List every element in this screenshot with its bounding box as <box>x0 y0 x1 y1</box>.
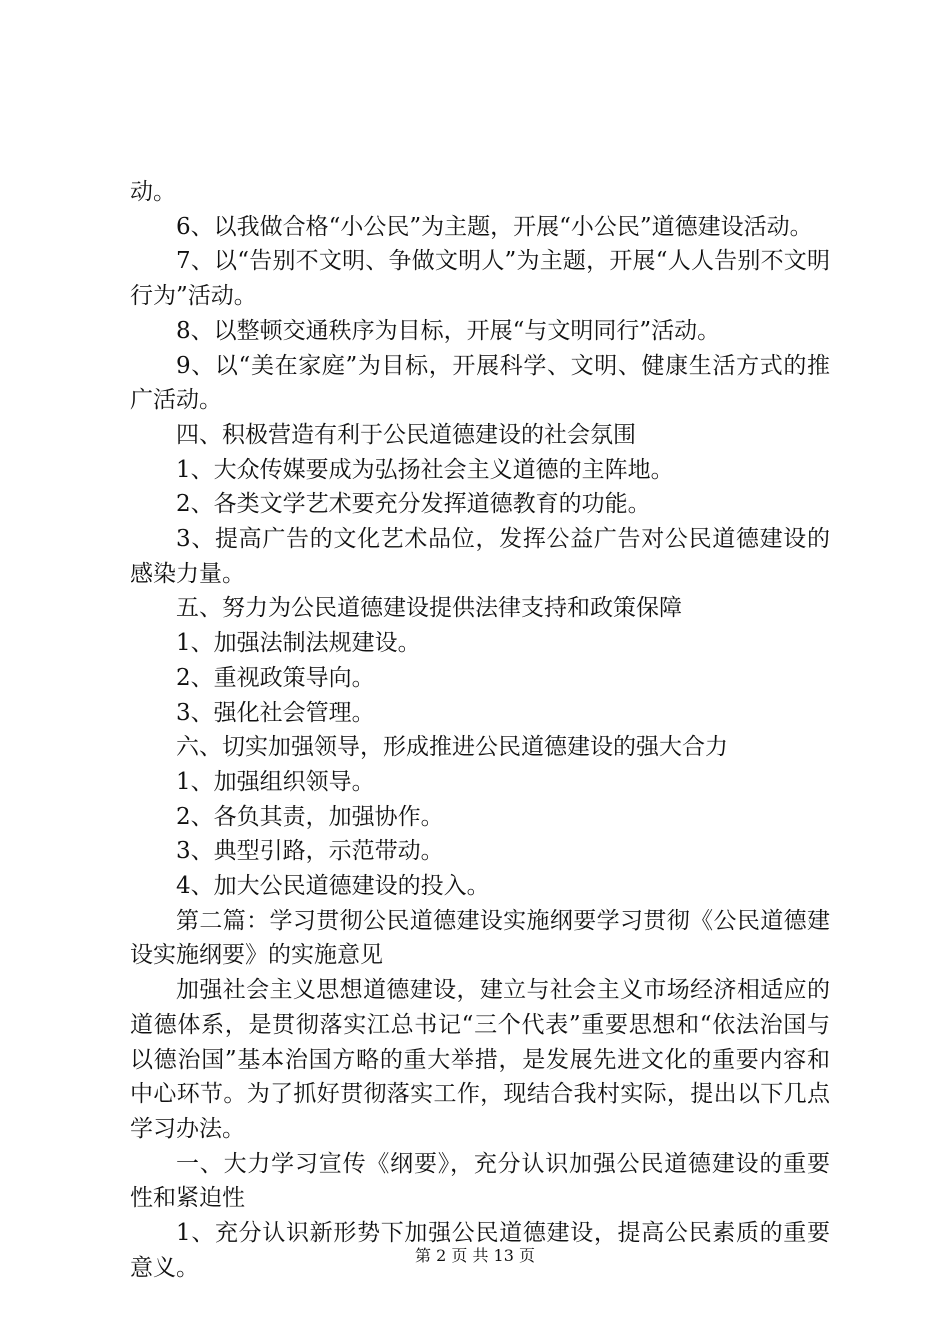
chapter-heading: 第二篇：学习贯彻公民道德建设实施纲要学习贯彻《公民道德建设实施纲要》的实施意见 <box>130 907 830 969</box>
paragraph: 1、充分认识新形势下加强公民道德建设，提高公民素质的重要意义。 <box>130 1220 830 1281</box>
paragraph: 加强社会主义思想道德建设，建立与社会主义市场经济相适应的道德体系，是贯彻落实江总书记“三个代表”重要思想和“依法治国与以德治国”基本治国方略的重大举措，是发展先进文化的重要内容和中心环节。为了抓好贯彻落实工作，现结合我村实际，提出以下几点学习办法。 <box>130 977 830 1142</box>
paragraph: 8、以整顿交通秩序为目标，开展“与文明同行”活动。 <box>176 317 721 344</box>
section-heading: 四、积极营造有利于公民道德建设的社会氛围 <box>176 421 636 448</box>
paragraph: 3、提高广告的文化艺术品位，发挥公益广告对公民道德建设的感染力量。 <box>130 526 830 587</box>
paragraph: 动。 <box>130 179 176 205</box>
paragraph: 3、典型引路，示范带动。 <box>176 838 444 865</box>
paragraph: 1、大众传媒要成为弘扬社会主义道德的主阵地。 <box>176 456 674 483</box>
paragraph: 3、强化社会管理。 <box>176 699 375 726</box>
paragraph: 6、以我做合格“小公民”为主题，开展“小公民”道德建设活动。 <box>176 213 813 240</box>
section-heading: 五、努力为公民道德建设提供法律支持和政策保障 <box>176 595 682 622</box>
section-heading: 一、大力学习宣传《纲要》，充分认识加强公民道德建设的重要性和紧迫性 <box>130 1150 830 1212</box>
paragraph: 7、以“告别不文明、争做文明人”为主题，开展“人人告别不文明行为”活动。 <box>130 248 830 310</box>
document-body <box>130 175 830 1286</box>
paragraph: 2、重视政策导向。 <box>176 664 375 691</box>
paragraph: 1、加强法制法规建设。 <box>176 630 421 657</box>
paragraph: 4、加大公民道德建设的投入。 <box>176 873 490 900</box>
paragraph: 2、各类文学艺术要充分发挥道德教育的功能。 <box>176 491 651 518</box>
paragraph: 9、以“美在家庭”为目标，开展科学、文明、健康生活方式的推广活动。 <box>130 352 830 414</box>
paragraph: 2、各负其责，加强协作。 <box>176 803 444 830</box>
paragraph: 1、加强组织领导。 <box>176 768 375 795</box>
section-heading: 六、切实加强领导，形成推进公民道德建设的强大合力 <box>176 734 728 761</box>
page-number-footer: 第 2 页 共 13 页 <box>415 1246 535 1265</box>
